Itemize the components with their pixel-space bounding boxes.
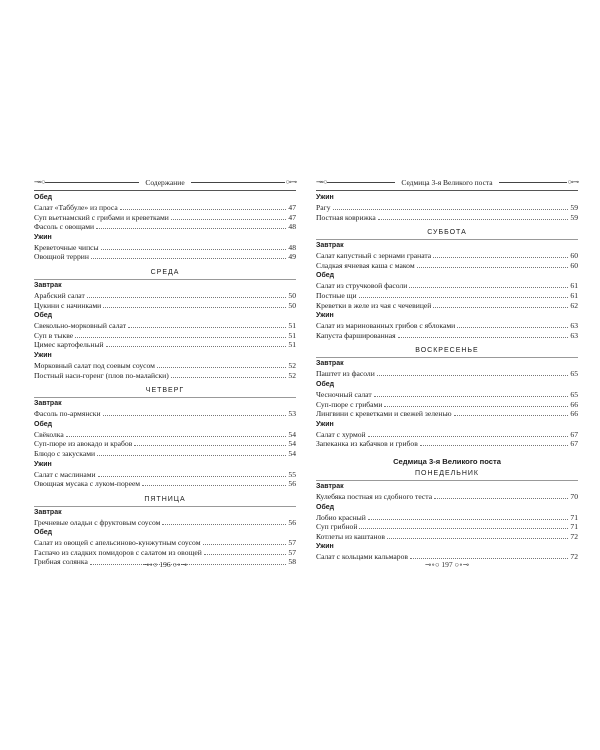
entry-page: 70 xyxy=(570,491,578,501)
entry-title: Арабский салат xyxy=(34,290,85,300)
dot-leader xyxy=(91,258,287,259)
meal-heading: Ужин xyxy=(34,460,52,468)
entry-title: Паштет из фасоли xyxy=(316,369,375,379)
dot-leader xyxy=(142,485,286,486)
entry-title: Капуста фаршированная xyxy=(316,330,396,340)
meal-heading: Завтрак xyxy=(34,281,62,289)
toc-entry[interactable] xyxy=(316,301,578,311)
ornament-icon: ⊸∘○ xyxy=(143,560,160,569)
dot-leader xyxy=(333,209,569,210)
folio-number: 197 xyxy=(441,560,453,569)
entry-title: Цукини с начинками xyxy=(34,300,102,310)
toc-entry[interactable] xyxy=(316,439,578,449)
toc-entry[interactable] xyxy=(316,400,578,410)
ornament-icon: ○∘⊸ xyxy=(452,560,469,569)
dot-leader xyxy=(368,519,569,520)
entry-page: 50 xyxy=(288,300,296,310)
dot-leader xyxy=(96,228,286,229)
running-head xyxy=(316,176,578,188)
ornament-right-icon: ○∘⊸ xyxy=(285,178,296,186)
meal-heading: Ужин xyxy=(316,312,334,320)
entry-title: Суп-пюре с грибами xyxy=(316,399,383,409)
toc-entry[interactable] xyxy=(316,369,578,379)
dot-leader xyxy=(398,337,569,338)
header-rule xyxy=(316,190,578,191)
entry-title: Морковный салат под соевым соусом xyxy=(34,360,155,370)
dot-leader xyxy=(103,415,287,416)
entry-title: Овощная мусака с луком-пореем xyxy=(34,479,141,489)
running-head-title: Содержание xyxy=(145,177,185,187)
dot-leader xyxy=(377,375,569,376)
day-rule xyxy=(34,397,296,398)
meal-heading: Обед xyxy=(316,380,335,388)
entry-title: Лингвини с креветками и свежей зеленью xyxy=(316,409,452,419)
left-page xyxy=(34,176,296,567)
toc-entry[interactable] xyxy=(34,518,296,528)
dot-leader xyxy=(120,209,287,210)
dot-leader xyxy=(134,445,286,446)
entry-title: Сладкая ячневая каша с маком xyxy=(316,260,415,270)
meal-heading: Ужин xyxy=(316,420,334,428)
entry-page: 47 xyxy=(288,203,296,212)
day-rule xyxy=(316,480,578,481)
entry-title: Рагу xyxy=(316,203,331,212)
entry-page: 71 xyxy=(570,512,578,522)
entry-page: 66 xyxy=(570,409,578,419)
entry-page: 57 xyxy=(288,547,296,557)
toc-body xyxy=(34,193,296,567)
entry-page: 62 xyxy=(570,300,578,310)
dot-leader xyxy=(87,297,287,298)
entry-page: 63 xyxy=(570,321,578,331)
toc-entry[interactable] xyxy=(34,213,296,223)
day-rule xyxy=(316,239,578,240)
entry-title: Салат с кольцами кальмаров xyxy=(316,552,408,562)
toc-entry[interactable] xyxy=(316,321,578,331)
ornament-left-icon: ⊸∘○ xyxy=(34,178,45,186)
entry-title: Салат с хурмой xyxy=(316,429,366,439)
toc-entry[interactable] xyxy=(34,291,296,301)
entry-page: 59 xyxy=(570,203,578,212)
toc-entry[interactable] xyxy=(316,409,578,419)
entry-page: 61 xyxy=(570,290,578,300)
toc-entry[interactable] xyxy=(34,371,296,381)
toc-entry[interactable] xyxy=(316,331,578,341)
dot-leader xyxy=(171,219,287,220)
meal-heading: Ужин xyxy=(34,233,52,241)
entry-title: Гречневые оладьи с фруктовым соусом xyxy=(34,517,161,527)
entry-page: 72 xyxy=(570,552,578,562)
running-head-rule xyxy=(191,182,286,183)
entry-title: Овощной террин xyxy=(34,252,89,262)
entry-page: 51 xyxy=(288,321,296,331)
meal-heading: Завтрак xyxy=(316,482,344,490)
dot-leader xyxy=(162,524,286,525)
dot-leader xyxy=(106,346,287,347)
dot-leader xyxy=(103,307,286,308)
ornament-left-icon: ⊸∘○ xyxy=(316,178,327,186)
dot-leader xyxy=(157,367,286,368)
entry-title: Креветочные чипсы xyxy=(34,242,99,252)
entry-page: 59 xyxy=(570,212,578,222)
entry-title: Фасоль по-армянски xyxy=(34,409,101,419)
meal-heading: Ужин xyxy=(34,351,52,359)
dot-leader xyxy=(97,455,286,456)
entry-title: Салат из овощей с апельсиново-кунжутным соусом xyxy=(34,538,201,548)
entry-page: 54 xyxy=(288,448,296,458)
dot-leader xyxy=(433,307,568,308)
dot-leader xyxy=(420,445,569,446)
toc-entry[interactable] xyxy=(34,252,296,262)
dot-leader xyxy=(204,554,287,555)
toc-entry[interactable] xyxy=(316,430,578,440)
toc-entry[interactable] xyxy=(34,340,296,350)
header-rule xyxy=(34,190,296,191)
entry-title: Салат «Таббуле» из проса xyxy=(34,203,118,212)
entry-title: Салат из стручковой фасоли xyxy=(316,281,408,291)
meal-heading: Ужин xyxy=(316,194,334,201)
dot-leader xyxy=(409,287,568,288)
running-head xyxy=(34,176,296,188)
ornament-icon: ○∘⊸ xyxy=(170,560,187,569)
toc-entry[interactable] xyxy=(316,522,578,532)
entry-page: 49 xyxy=(288,252,296,262)
page-number xyxy=(316,560,578,569)
entry-title: Суп вьетнамский с грибами и креветками xyxy=(34,212,169,222)
toc-entry[interactable] xyxy=(316,213,578,223)
folio-number: 196 xyxy=(159,560,171,569)
entry-page: 58 xyxy=(288,557,296,567)
dot-leader xyxy=(75,337,286,338)
running-head-rule xyxy=(327,182,396,183)
entry-page: 56 xyxy=(288,517,296,527)
entry-page: 67 xyxy=(570,439,578,449)
day-rule xyxy=(34,506,296,507)
entry-title: Фасоль с овощами xyxy=(34,222,95,232)
entry-title: Постный наси-горенг (плов по-малайски) xyxy=(34,370,169,380)
dot-leader xyxy=(417,267,569,268)
dot-leader xyxy=(378,219,569,220)
meal-heading: Обед xyxy=(34,529,53,537)
entry-page: 55 xyxy=(288,469,296,479)
dot-leader xyxy=(203,544,287,545)
meal-heading: Обед xyxy=(34,194,53,201)
entry-title: Грибная солянка xyxy=(34,557,88,567)
meal-heading: Обед xyxy=(316,503,335,511)
toc-entry[interactable] xyxy=(34,538,296,548)
dot-leader xyxy=(387,538,568,539)
dot-leader xyxy=(98,476,287,477)
entry-page: 65 xyxy=(570,369,578,379)
entry-page: 57 xyxy=(288,538,296,548)
meal-heading: Завтрак xyxy=(316,360,344,368)
dot-leader xyxy=(433,257,568,258)
entry-title: Суп грибной xyxy=(316,522,358,532)
entry-page: 52 xyxy=(288,360,296,370)
entry-title: Цимес картофельный xyxy=(34,340,104,350)
dot-leader xyxy=(368,436,569,437)
dot-leader xyxy=(171,377,287,378)
toc-entry[interactable] xyxy=(316,532,578,542)
toc-entry[interactable] xyxy=(34,548,296,558)
entry-page: 52 xyxy=(288,370,296,380)
entry-page: 54 xyxy=(288,429,296,439)
entry-title: Свёколка xyxy=(34,429,64,439)
toc-entry[interactable] xyxy=(34,409,296,419)
toc-entry[interactable] xyxy=(34,479,296,489)
week-heading: Седмица 3-я Великого поста xyxy=(393,456,501,466)
dot-leader xyxy=(66,436,287,437)
entry-title: Суп-пюре из авокадо и крабов xyxy=(34,439,133,449)
page-number xyxy=(34,560,296,569)
entry-title: Запеканка из кабачков и грибов xyxy=(316,439,418,449)
dot-leader xyxy=(384,406,568,407)
entry-page: 56 xyxy=(288,479,296,489)
toc-entry[interactable] xyxy=(34,449,296,459)
running-head-rule xyxy=(45,182,140,183)
toc-entry[interactable] xyxy=(34,321,296,331)
entry-title: Суп в тыкве xyxy=(34,330,74,340)
entry-title: Салат из маринованных грибов с яблоками xyxy=(316,321,456,331)
meal-heading: Завтрак xyxy=(316,242,344,250)
ornament-right-icon: ○∘⊸ xyxy=(567,178,579,186)
toc-entry[interactable] xyxy=(34,222,296,232)
toc-entry[interactable] xyxy=(316,390,578,400)
day-heading: ВОСКРЕСЕНЬЕ xyxy=(415,347,479,355)
day-rule xyxy=(34,279,296,280)
entry-page: 54 xyxy=(288,439,296,449)
entry-title: Кулебяка постная из сдобного теста xyxy=(316,491,433,501)
day-heading: ЧЕТВЕРГ xyxy=(145,387,185,395)
entry-title: Постная коврижка xyxy=(316,212,376,222)
meal-heading: Завтрак xyxy=(34,400,62,408)
dot-leader xyxy=(457,327,568,328)
toc-entry[interactable] xyxy=(316,492,578,502)
entry-page: 61 xyxy=(570,281,578,291)
meal-heading: Завтрак xyxy=(34,508,62,516)
entry-page: 71 xyxy=(570,522,578,532)
running-head-rule xyxy=(499,182,568,183)
toc-entry[interactable] xyxy=(34,430,296,440)
dot-leader xyxy=(434,498,568,499)
dot-leader xyxy=(128,327,286,328)
entry-title: Котлеты из каштанов xyxy=(316,531,385,541)
entry-title: Свекольно-морковный салат xyxy=(34,321,127,331)
meal-heading: Ужин xyxy=(316,543,334,551)
entry-page: 66 xyxy=(570,399,578,409)
day-rule xyxy=(316,357,578,358)
toc-entry[interactable] xyxy=(316,261,578,271)
entry-title: Салат капустный с зернами граната xyxy=(316,251,432,261)
meal-heading: Обед xyxy=(316,272,335,280)
toc-entry[interactable] xyxy=(34,470,296,480)
entry-page: 67 xyxy=(570,429,578,439)
entry-page: 60 xyxy=(570,251,578,261)
day-heading: ПОНЕДЕЛЬНИК xyxy=(415,469,479,477)
entry-title: Блюдо с закусками xyxy=(34,448,96,458)
entry-page: 53 xyxy=(288,409,296,419)
toc-entry[interactable] xyxy=(316,281,578,291)
day-heading: ПЯТНИЦА xyxy=(144,495,186,503)
entry-page: 50 xyxy=(288,290,296,300)
toc-entry[interactable] xyxy=(34,301,296,311)
toc-body xyxy=(316,193,578,562)
dot-leader xyxy=(374,396,569,397)
toc-entry[interactable] xyxy=(34,439,296,449)
entry-page: 48 xyxy=(288,242,296,252)
meal-heading: Обед xyxy=(34,420,53,428)
entry-page: 51 xyxy=(288,330,296,340)
entry-title: Салат с маслинами xyxy=(34,469,96,479)
toc-entry[interactable] xyxy=(316,291,578,301)
toc-entry[interactable] xyxy=(316,203,578,213)
entry-page: 72 xyxy=(570,531,578,541)
toc-entry[interactable] xyxy=(34,203,296,213)
entry-page: 65 xyxy=(570,389,578,399)
dot-leader xyxy=(359,297,569,298)
right-page xyxy=(316,176,578,562)
entry-title: Постные щи xyxy=(316,290,357,300)
entry-page: 51 xyxy=(288,340,296,350)
entry-title: Чесночный салат xyxy=(316,389,372,399)
entry-title: Лобио красный xyxy=(316,512,366,522)
dot-leader xyxy=(359,528,568,529)
toc-entry[interactable] xyxy=(34,361,296,371)
entry-page: 60 xyxy=(570,260,578,270)
toc-entry[interactable] xyxy=(34,243,296,253)
ornament-icon: ⊸∘○ xyxy=(425,560,442,569)
entry-page: 47 xyxy=(288,212,296,222)
toc-entry[interactable] xyxy=(34,331,296,341)
entry-page: 48 xyxy=(288,222,296,232)
toc-entry[interactable] xyxy=(316,251,578,261)
meal-heading: Обед xyxy=(34,312,53,320)
dot-leader xyxy=(454,415,569,416)
entry-title: Креветки в желе из чая с чечевицей xyxy=(316,300,432,310)
running-head-title: Седмица 3-я Великого поста xyxy=(401,177,493,187)
toc-entry[interactable] xyxy=(316,513,578,523)
day-heading: СРЕДА xyxy=(150,268,180,276)
day-heading: СУББОТА xyxy=(427,229,467,237)
entry-page: 63 xyxy=(570,330,578,340)
dot-leader xyxy=(101,249,287,250)
entry-title: Гаспачо из сладких помидоров с салатом из овощей xyxy=(34,547,202,557)
